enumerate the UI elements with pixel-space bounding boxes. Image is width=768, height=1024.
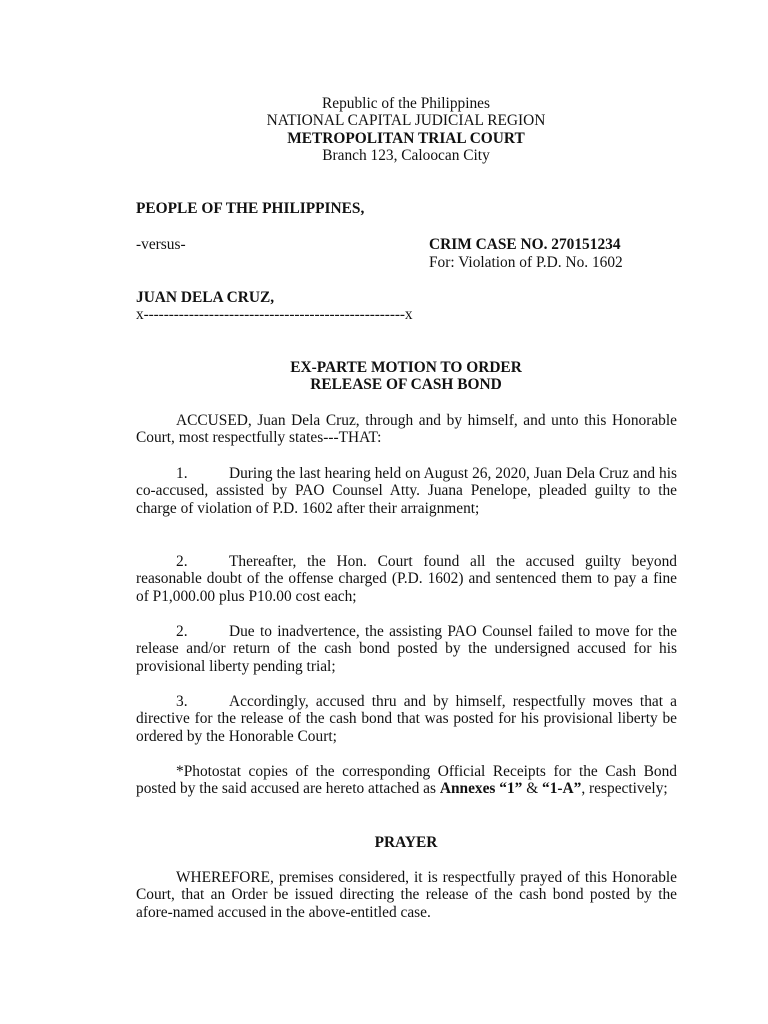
paragraph-number: 3. xyxy=(176,693,188,710)
header-republic: Republic of the Philippines xyxy=(322,95,490,112)
annex-ampersand: & xyxy=(522,780,543,798)
annex-note-text: *Photostat copies of the corresponding Official Receipts for the Cash Bond posted by the said accused are hereto attached as xyxy=(136,763,677,798)
prayer-heading-text: PRAYER xyxy=(374,834,438,851)
accused-name: JUAN DELA CRUZ, xyxy=(136,289,275,306)
paragraph-3 xyxy=(136,623,677,675)
paragraph-text: During the last hearing held on August 26, 2020, Juan Dela Cruz and his co-accused, assisted by PAO Counsel Atty. Juana Penelope, pleaded guilty to the charge of violation of P.D. 1602 after their arraignment; xyxy=(136,465,677,517)
motion-title-line1: EX-PARTE MOTION TO ORDER xyxy=(290,359,522,376)
prayer-text: WHEREFORE, premises considered, it is respectfully prayed of this Honorable Court, that an Order be issued directing the release of the cash bond posted by the afore-named accused in the above-entitled case. xyxy=(136,869,677,921)
court-header xyxy=(0,95,768,165)
prayer-heading xyxy=(0,834,768,851)
paragraph-number: 2. xyxy=(176,553,188,570)
header-branch: Branch 123, Caloocan City xyxy=(322,147,490,165)
paragraph-number: 2. xyxy=(176,623,188,640)
motion-title xyxy=(0,359,768,394)
case-number: CRIM CASE NO. 270151234 xyxy=(429,236,621,253)
versus-label: -versus- xyxy=(136,236,186,253)
caption-separator: x----------------------------------------------------x xyxy=(136,306,413,323)
annex-note-end: , respectively; xyxy=(581,780,668,798)
prayer-paragraph xyxy=(136,869,677,921)
paragraph-number: 1. xyxy=(176,465,188,482)
plaintiff-name: PEOPLE OF THE PHILIPPINES, xyxy=(136,200,365,217)
paragraph-text: Due to inadvertence, the assisting PAO Counsel failed to move for the release and/or return of the cash bond posted by the undersigned accused for his provisional liberty pending trial; xyxy=(136,623,677,675)
annex-reference-2: “1-A” xyxy=(542,780,582,798)
header-court: METROPOLITAN TRIAL COURT xyxy=(287,129,525,147)
paragraph-text: Thereafter, the Hon. Court found all the accused guilty beyond reasonable doubt of the offense charged (P.D. 1602) and sentenced them to pay a fine of P1,000.00 plus P10.00 cost each; xyxy=(136,553,677,605)
offense-label: For: Violation of P.D. No. 1602 xyxy=(429,254,623,271)
paragraph-2 xyxy=(136,553,677,605)
header-region: NATIONAL CAPITAL JUDICIAL REGION xyxy=(266,112,546,130)
intro-paragraph xyxy=(136,412,677,447)
annex-note xyxy=(136,763,677,798)
intro-text: ACCUSED, Juan Dela Cruz, through and by himself, and unto this Honorable Court, most respectfully states---THAT: xyxy=(136,412,677,447)
paragraph-4 xyxy=(136,693,677,745)
annex-reference-1: Annexes “1” xyxy=(439,780,523,798)
paragraph-text: Accordingly, accused thru and by himself, respectfully moves that a directive for the release of the cash bond that was posted for his provisional liberty be ordered by the Honorable Court; xyxy=(136,693,677,745)
paragraph-1 xyxy=(136,465,677,517)
motion-title-line2: RELEASE OF CASH BOND xyxy=(310,376,502,394)
